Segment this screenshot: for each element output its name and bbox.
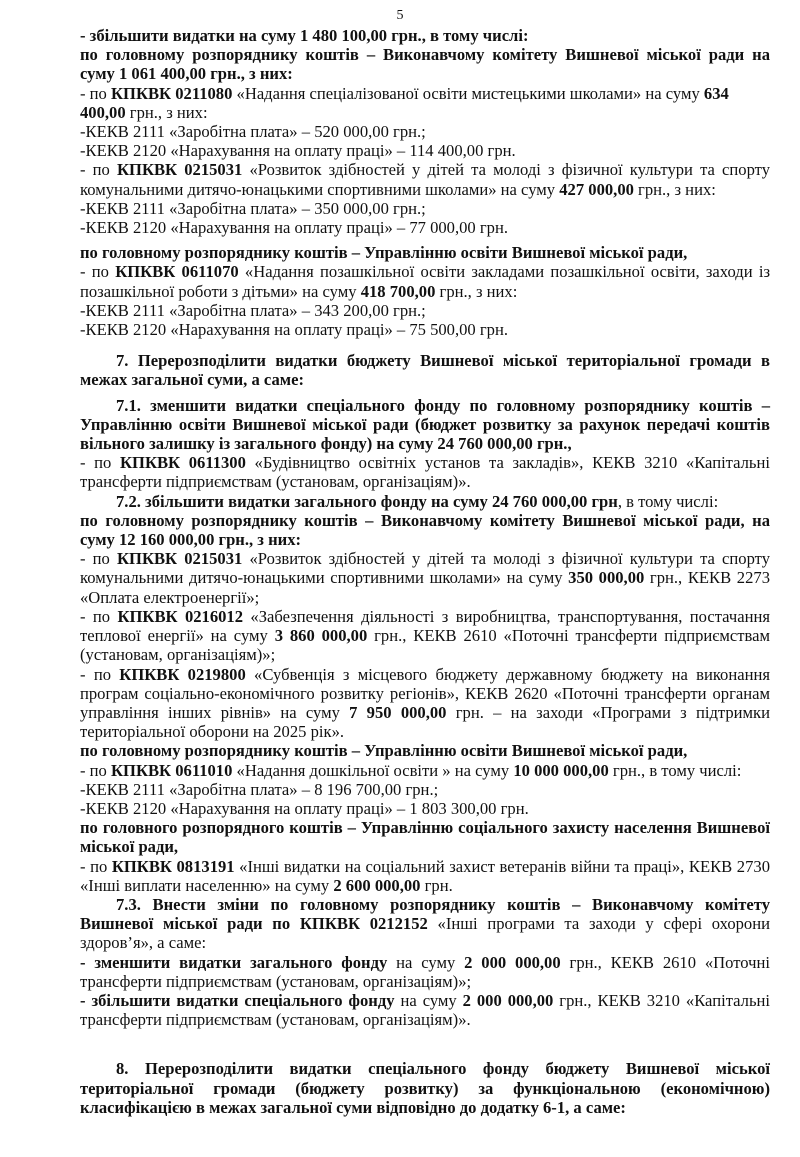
paragraph-increase-expenses: - збільшити видатки на суму 1 480 100,00 грн., в тому числі:	[80, 26, 529, 45]
paragraph-social-protection: по головного розпорядного коштів – Управлінню соціального захисту населення Вишневої міської ради,	[80, 818, 770, 857]
paragraph-kpkvk-0219800: - по КПКВК 0219800 «Субвенція з місцевого бюджету державному бюджету на виконання програм соціально-економічного розвитку регіонів», КЕКВ 2620 «Поточні трансферти органам управління інших рівнів» на суму 7 950 000,00 грн. – на заходи «Програми з підтримки територіальної оборони на 2025 рік».	[80, 664, 770, 742]
paragraph-decrease-general-fund: - зменшити видатки загального фонду на суму 2 000 000,00 грн., КЕКВ 2610 «Поточні трансферти підприємствам (установам, організаціям)»;	[80, 952, 770, 991]
line-kekv-2111-c: -КЕКВ 2111 «Заробітна плата» – 343 200,00 грн.;	[80, 300, 426, 320]
document-body	[80, 26, 770, 1117]
paragraph-kpkvk-0611010: - по КПКВК 0611010 «Надання дошкільної освіти » на суму 10 000 000,00 грн., в тому числі:	[80, 760, 742, 780]
paragraph-increase-special-fund: - збільшити видатки спеціального фонду на суму 2 000 000,00 грн., КЕКВ 3210 «Капітальні трансферти підприємствам (установам, організаціям)».	[80, 990, 770, 1030]
line-kekv-2120-b: -КЕКВ 2120 «Нарахування на оплату праці» – 77 000,00 грн.	[80, 218, 508, 238]
line-kekv-2120-a: -КЕКВ 2120 «Нарахування на оплату праці» – 114 400,00 грн.	[80, 141, 516, 161]
section-7-heading: 7. Перерозподілити видатки бюджету Вишневої міської територіальної громади в межах загальної суми, а саме:	[80, 351, 770, 390]
paragraph-kpkvk-0216012: - по КПКВК 0216012 «Забезпечення діяльності з виробництва, транспортування, постачання теплової енергії» на суму 3 860 000,00 грн., КЕКВ 2610 «Поточні трансферти підприємствам (установам, організаціям)»;	[80, 606, 770, 665]
page-number: 5	[396, 8, 404, 23]
paragraph-education-department-a: по головному розпоряднику коштів – Управлінню освіти Вишневої міської ради,	[80, 243, 688, 263]
paragraph-kpkvk-0813191: - по КПКВК 0813191 «Інші видатки на соціальний захист ветеранів війни та праці», КЕКВ 2730 «Інші виплати населенню» на суму 2 600 000,00 грн.	[80, 856, 770, 895]
line-kekv-2111-a: -КЕКВ 2111 «Заробітна плата» – 520 000,00 грн.;	[80, 122, 426, 142]
line-kekv-2111-d: -КЕКВ 2111 «Заробітна плата» – 8 196 700,00 грн.;	[80, 779, 439, 799]
line-kekv-2120-c: -КЕКВ 2120 «Нарахування на оплату праці» – 75 500,00 грн.	[80, 320, 508, 340]
paragraph-kpkvk-0215031-a: - по КПКВК 0215031 «Розвиток здібностей у дітей та молоді з фізичної культури та спорту комунальними дитячо-юнацькими спортивними школами» на суму 427 000,00 грн., з них:	[80, 160, 770, 199]
paragraph-kpkvk-0211080: - по КПКВК 0211080 «Надання спеціалізованої освіти мистецькими школами» на суму 634 400,00 грн., з них:	[80, 83, 729, 122]
paragraph-executive-committee: по головному розпоряднику коштів – Виконавчому комітету Вишневої міської ради на суму 1 061 400,00 грн., з них:	[80, 45, 770, 84]
line-kekv-2120-d: -КЕКВ 2120 «Нарахування на оплату праці» – 1 803 300,00 грн.	[80, 798, 529, 818]
paragraph-education-department-b: по головному розпоряднику коштів – Управлінню освіти Вишневої міської ради,	[80, 741, 688, 761]
line-kekv-2111-b: -КЕКВ 2111 «Заробітна плата» – 350 000,00 грн.;	[80, 198, 426, 218]
section-7-3: 7.3. Внести зміни по головному розпоряднику коштів – Виконавчому комітету Вишневої міської ради по КПКВК 0212152 «Інші програми та заходи у сфері охорони здоров’я», а саме:	[80, 894, 770, 953]
paragraph-kpkvk-0215031-b: - по КПКВК 0215031 «Розвиток здібностей у дітей та молоді з фізичної культури та спорту комунальними дитячо-юнацькими спортивними школами» на суму 350 000,00 грн., КЕКВ 2273 «Оплата електроенергії»;	[80, 549, 770, 607]
paragraph-executive-committee-b: по головному розпоряднику коштів – Виконавчому комітету Вишневої міської ради, на суму 12 160 000,00 грн., з них:	[80, 510, 770, 550]
section-8-heading: 8. Перерозподілити видатки спеціального фонду бюджету Вишневої міської територіальної громади (бюджету розвитку) за функціональною (економічною) класифікацією в межах загальної суми відповідно до додатку 6-1, а саме:	[80, 1059, 770, 1117]
section-7-2: 7.2. збільшити видатки загального фонду на суму 24 760 000,00 грн, в тому числі:	[116, 491, 719, 511]
section-7-1: 7.1. зменшити видатки спеціального фонду по головному розпоряднику коштів – Управлінню освіти Вишневої міської ради (бюджет розвитку за рахунок передачі коштів вільного залишку із загального фонду) на суму 24 760 000,00 грн.,	[80, 395, 770, 454]
paragraph-kpkvk-0611070: - по КПКВК 0611070 «Надання позашкільної освіти закладами позашкільної освіти, заходи із позашкільної роботи з дітьми» на суму 418 700,00 грн., з них:	[80, 262, 771, 301]
paragraph-kpkvk-0611300: - по КПКВК 0611300 «Будівництво освітніх установ та закладів», КЕКВ 3210 «Капітальні трансферти підприємствам (установам, організаціям)».	[80, 453, 770, 492]
